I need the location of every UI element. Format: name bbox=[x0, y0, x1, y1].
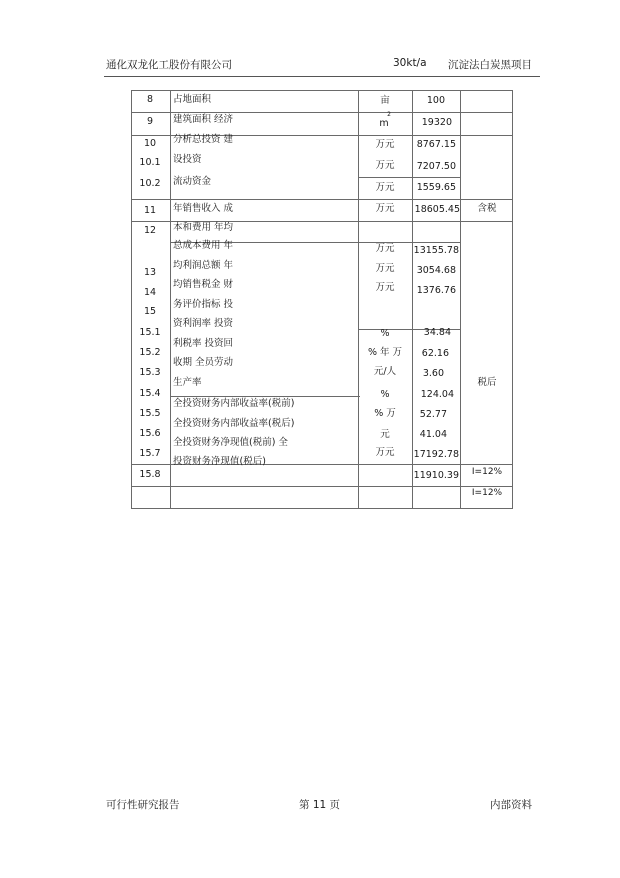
unit-text: m bbox=[379, 118, 389, 129]
value-text: 41.04 bbox=[419, 429, 447, 440]
row-number: 9 bbox=[146, 116, 154, 127]
row-number: 12 bbox=[143, 225, 157, 236]
row-number: 8 bbox=[146, 94, 154, 105]
item-text: 占地面积 bbox=[173, 94, 212, 105]
value-text: 52.77 bbox=[419, 409, 447, 420]
unit-text: 万元 bbox=[375, 263, 395, 274]
unit-text: 万元 bbox=[375, 447, 395, 458]
table-border-top bbox=[131, 90, 513, 91]
row-number: 15.6 bbox=[139, 428, 161, 439]
row-number: 15.5 bbox=[139, 408, 161, 419]
value-text: 18605.45 bbox=[414, 204, 460, 215]
value-text: 19320 bbox=[421, 117, 452, 128]
item-text: 生产率 bbox=[173, 377, 202, 388]
value-text: 11910.39 bbox=[413, 470, 459, 481]
item-text: 年销售收入 成 bbox=[173, 203, 234, 214]
unit-text: 万元 bbox=[375, 182, 395, 193]
table-col-divider bbox=[358, 90, 359, 508]
unit-superscript: 2 bbox=[387, 111, 391, 118]
item-text: 投资财务净现值(税后) bbox=[173, 456, 266, 467]
unit-text: % bbox=[380, 328, 390, 339]
table-row-divider bbox=[131, 199, 513, 200]
table-border-right bbox=[512, 90, 513, 508]
remark-text: I=12% bbox=[471, 467, 503, 477]
unit-text: 亩 bbox=[380, 95, 390, 106]
item-text: 全投资财务内部收益率(税后) bbox=[173, 418, 295, 429]
item-text: 务评价指标 投 bbox=[173, 299, 234, 310]
row-number: 10.1 bbox=[139, 157, 161, 168]
row-number: 15.1 bbox=[139, 327, 161, 338]
row-number: 15 bbox=[143, 306, 157, 317]
item-text: 分析总投资 建 bbox=[173, 134, 234, 145]
item-text: 全投资财务净现值(税前) 全 bbox=[173, 437, 288, 448]
item-text: 设投资 bbox=[173, 154, 202, 165]
row-number: 15.3 bbox=[139, 367, 161, 378]
row-number: 15.7 bbox=[139, 448, 161, 459]
table-row-divider bbox=[131, 112, 513, 113]
item-text: 均销售税金 财 bbox=[173, 279, 234, 290]
unit-text: 万元 bbox=[375, 139, 395, 150]
row-number: 15.4 bbox=[139, 388, 161, 399]
row-number: 13 bbox=[143, 267, 157, 278]
table-row-divider bbox=[171, 396, 360, 397]
value-text: 3.60 bbox=[422, 368, 444, 379]
value-text: 13155.78 bbox=[413, 245, 459, 256]
header-rule bbox=[104, 76, 540, 77]
row-number: 10.2 bbox=[139, 178, 161, 189]
row-number: 15.8 bbox=[139, 469, 161, 480]
value-text: 34.84 bbox=[423, 327, 451, 338]
table-col-divider bbox=[460, 90, 461, 508]
remark-text: 含税 bbox=[477, 203, 497, 214]
value-text: 100 bbox=[426, 95, 445, 106]
value-text: 1376.76 bbox=[416, 285, 456, 296]
value-text: 3054.68 bbox=[416, 265, 456, 276]
unit-text: % 年 万 bbox=[367, 347, 403, 358]
table-border-left bbox=[131, 90, 132, 508]
remark-text: 税后 bbox=[477, 377, 497, 388]
footer-doc-type: 可行性研究报告 bbox=[106, 799, 180, 811]
table-row-divider bbox=[131, 486, 513, 487]
item-text: 资利润率 投资 bbox=[173, 318, 234, 329]
unit-text: % 万 bbox=[374, 408, 396, 419]
item-text: 均利润总额 年 bbox=[173, 260, 234, 271]
footer-classification: 内部资料 bbox=[490, 799, 532, 811]
unit-text: 万元 bbox=[375, 243, 395, 254]
item-text: 流动资金 bbox=[173, 176, 212, 187]
value-text: 8767.15 bbox=[416, 139, 456, 150]
value-text: 62.16 bbox=[421, 348, 449, 359]
row-number: 10 bbox=[143, 138, 157, 149]
row-number: 14 bbox=[143, 287, 157, 298]
row-number: 15.2 bbox=[139, 347, 161, 358]
header-company: 通化双龙化工股份有限公司 bbox=[106, 59, 232, 71]
remark-text: I=12% bbox=[471, 488, 503, 498]
row-number: 11 bbox=[143, 205, 157, 216]
table-col-divider bbox=[170, 90, 171, 508]
item-text: 利税率 投资回 bbox=[173, 338, 234, 349]
unit-text: 元 bbox=[380, 429, 390, 440]
item-text: 全投资财务内部收益率(税前) bbox=[173, 398, 295, 409]
value-text: 124.04 bbox=[420, 389, 454, 400]
value-text: 17192.78 bbox=[413, 449, 459, 460]
value-text: 1559.65 bbox=[416, 182, 456, 193]
unit-text: 万元 bbox=[375, 282, 395, 293]
footer-page-number: 第 11 页 bbox=[299, 799, 341, 811]
table-border-bottom bbox=[131, 508, 513, 509]
value-text: 7207.50 bbox=[416, 161, 456, 172]
item-text: 建筑面积 经济 bbox=[173, 114, 234, 125]
unit-text: 万元 bbox=[375, 203, 395, 214]
table-row-divider bbox=[359, 177, 460, 178]
unit-text: 万元 bbox=[375, 160, 395, 171]
unit-text: 元/人 bbox=[373, 366, 397, 377]
header-project: 沉淀法白炭黑项目 bbox=[448, 59, 532, 71]
unit-text: % bbox=[380, 389, 390, 400]
item-text: 收期 全员劳动 bbox=[173, 357, 234, 368]
header-capacity: 30kt/a bbox=[393, 57, 427, 69]
item-text: 总成本费用 年 bbox=[173, 240, 234, 251]
table-col-divider bbox=[412, 90, 413, 508]
item-text: 本和费用 年均 bbox=[173, 222, 234, 233]
